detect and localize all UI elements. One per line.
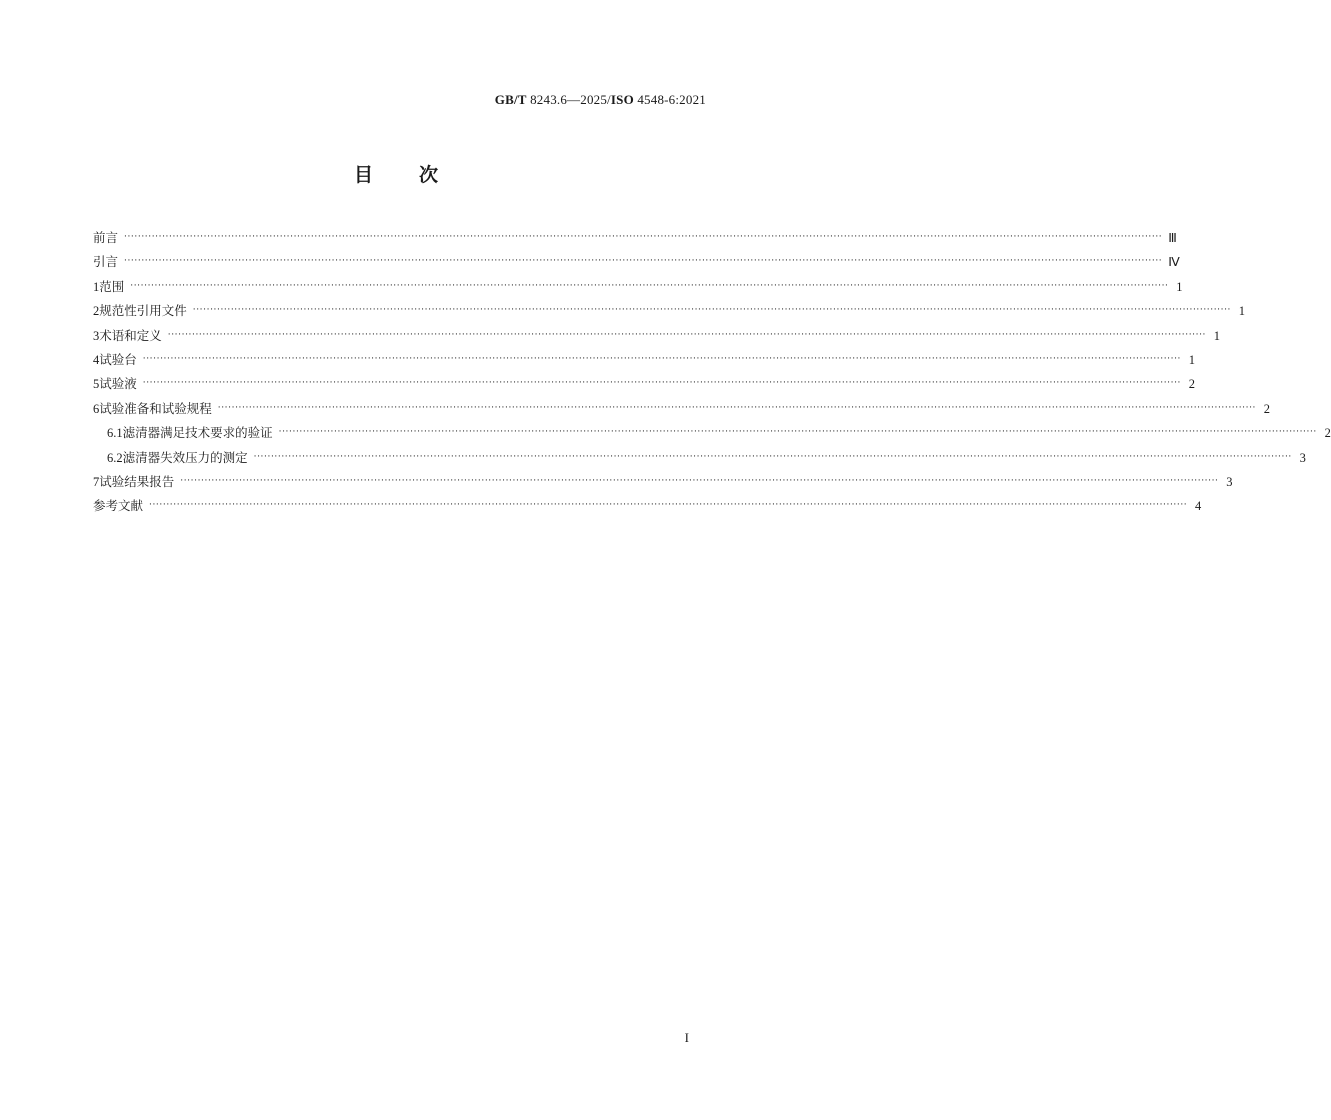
- table-of-contents: [93, 226, 1331, 519]
- toc-leader-dots: ············································································································································································································································································································: [253, 451, 1292, 462]
- toc-page-number: Ⅲ: [1168, 231, 1177, 245]
- toc-entry-foreword[interactable]: [93, 226, 1177, 250]
- toc-entry-test-preparation-procedure[interactable]: [93, 397, 1271, 421]
- toc-label: 试验液: [99, 376, 137, 392]
- toc-page-number: 2: [1188, 377, 1196, 392]
- toc-entry-filter-requirements-verification[interactable]: [93, 421, 1331, 445]
- iso-prefix: ISO: [610, 92, 634, 107]
- toc-section-number: 6.1: [107, 426, 123, 441]
- toc-entry-bibliography[interactable]: [93, 494, 1202, 518]
- toc-leader-dots: ············································································································································································································································································································: [180, 475, 1219, 486]
- toc-label: 试验准备和试验规程: [99, 400, 212, 416]
- toc-entry-filter-failure-pressure[interactable]: [93, 446, 1306, 470]
- toc-label: 滤清器失效压力的测定: [122, 449, 248, 465]
- toc-page-number: 2: [1324, 426, 1331, 441]
- toc-page-number: 1: [1213, 328, 1221, 343]
- iso-number: 4548-6:2021: [637, 92, 706, 107]
- toc-section-number: 6: [93, 401, 100, 416]
- page-title: [0, 160, 792, 187]
- toc-entry-test-report[interactable]: [93, 470, 1233, 494]
- toc-section-number: 4: [93, 352, 100, 367]
- toc-section-number: 3: [93, 328, 100, 343]
- toc-label: 试验台: [99, 351, 137, 367]
- toc-label: 范围: [99, 278, 125, 294]
- toc-entry-terms-definitions[interactable]: [93, 324, 1221, 348]
- standard-code: [495, 92, 706, 108]
- standard-number: 8243.6—2025/: [530, 92, 611, 107]
- toc-entry-normative-references[interactable]: [93, 299, 1246, 323]
- toc-entry-scope[interactable]: [93, 275, 1183, 299]
- title-char-2: 次: [419, 164, 439, 186]
- toc-leader-dots: ············································································································································································································································································································: [130, 280, 1169, 291]
- toc-section-number: 7: [93, 474, 100, 489]
- toc-label: 术语和定义: [99, 327, 162, 343]
- toc-leader-dots: ············································································································································································································································································································: [192, 305, 1232, 316]
- toc-leader-dots: ············································································································································································································································································································: [124, 232, 1163, 242]
- toc-section-number: 1: [93, 279, 100, 294]
- toc-entry-test-rig[interactable]: [93, 348, 1196, 372]
- toc-page-number: 4: [1195, 499, 1202, 514]
- toc-page-number: 3: [1299, 450, 1306, 465]
- page-number: I: [684, 1030, 689, 1045]
- toc-label: 引言: [93, 254, 119, 270]
- toc-label: 参考文献: [93, 498, 144, 514]
- toc-page-number: 1: [1176, 279, 1183, 294]
- toc-leader-dots: ············································································································································································································································································································: [149, 500, 1188, 511]
- toc-page-number: 2: [1263, 401, 1271, 416]
- toc-section-number: 5: [93, 377, 100, 392]
- toc-section-number: 6.2: [107, 450, 123, 465]
- title-char-1: 目: [353, 164, 373, 186]
- toc-leader-dots: ············································································································································································································································································································: [142, 353, 1182, 364]
- toc-label: 试验结果报告: [99, 473, 175, 489]
- toc-page-number: 3: [1226, 474, 1233, 489]
- toc-label: 规范性引用文件: [99, 303, 187, 319]
- toc-leader-dots: ············································································································································································································································································································: [217, 402, 1257, 413]
- toc-section-number: 2: [93, 304, 100, 319]
- toc-leader-dots: ············································································································································································································································································································: [124, 256, 1163, 267]
- toc-leader-dots: ············································································································································································································································································································: [278, 427, 1317, 438]
- toc-leader-dots: ············································································································································································································································································································: [167, 329, 1207, 340]
- toc-page-number: 1: [1238, 304, 1246, 319]
- toc-entry-test-liquid[interactable]: [93, 372, 1196, 396]
- toc-leader-dots: ············································································································································································································································································································: [142, 378, 1182, 389]
- toc-label: 前言: [93, 230, 119, 245]
- toc-page-number: 1: [1188, 352, 1196, 367]
- standard-prefix: GB/T: [494, 92, 527, 107]
- toc-entry-introduction[interactable]: [93, 250, 1180, 274]
- toc-label: 滤清器满足技术要求的验证: [122, 425, 273, 441]
- toc-page-number: Ⅳ: [1168, 255, 1180, 270]
